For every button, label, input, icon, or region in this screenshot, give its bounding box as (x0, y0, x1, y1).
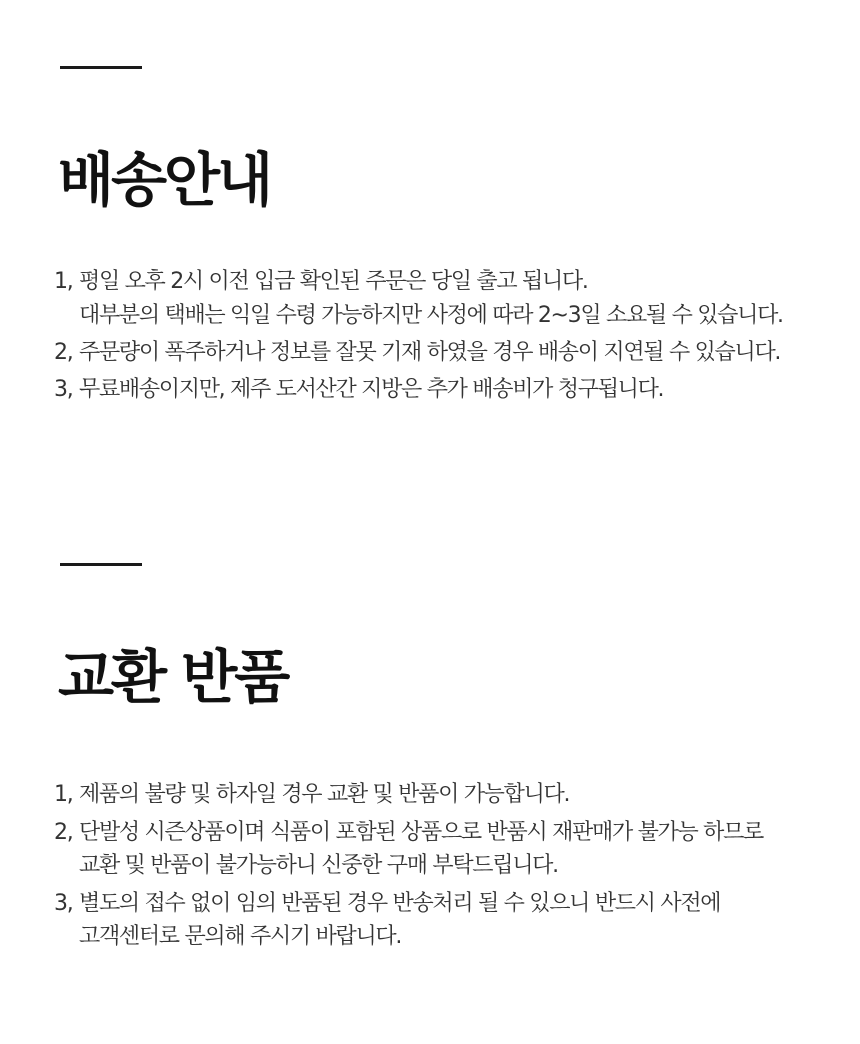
item-text: 단발성 시즌상품이며 식품이 포함된 상품으로 반품시 재판매가 불가능 하므로 (79, 820, 764, 845)
item-number: 3, (54, 377, 73, 402)
section-divider (60, 66, 142, 69)
item-text: 고객센터로 문의해 주시기 바랍니다. (79, 924, 402, 949)
item-text: 평일 오후 2시 이전 입금 확인된 주문은 당일 출고 됩니다. (79, 269, 588, 294)
returns-list (54, 778, 844, 953)
shipping-list (54, 265, 844, 407)
item-number: 3, (54, 891, 73, 916)
item-text: 제품의 불량 및 하자일 경우 교환 및 반품이 가능합니다. (79, 782, 570, 807)
item-number: 2, (54, 340, 73, 365)
item-number: 2, (54, 820, 73, 845)
list-item (54, 265, 844, 333)
returns-title: 교환 반품 (58, 643, 288, 711)
list-item (54, 816, 844, 882)
list-item (54, 336, 844, 370)
section-divider (60, 563, 142, 566)
list-item (54, 373, 844, 407)
shipping-title: 배송안내 (58, 146, 271, 214)
item-text: 교환 및 반품이 불가능하니 신중한 구매 부탁드립니다. (79, 853, 558, 878)
item-text: 대부분의 택배는 익일 수령 가능하지만 사정에 따라 2~3일 소요될 수 있습니다. (79, 303, 783, 328)
item-number: 1, (54, 782, 73, 807)
item-text: 주문량이 폭주하거나 정보를 잘못 기재 하였을 경우 배송이 지연될 수 있습니다. (79, 340, 781, 365)
list-item (54, 778, 844, 811)
item-text: 별도의 접수 없이 임의 반품된 경우 반송처리 될 수 있으니 반드시 사전에 (79, 891, 721, 916)
list-item (54, 887, 844, 953)
item-number: 1, (54, 269, 73, 294)
item-text: 무료배송이지만, 제주 도서산간 지방은 추가 배송비가 청구됩니다. (79, 377, 664, 402)
